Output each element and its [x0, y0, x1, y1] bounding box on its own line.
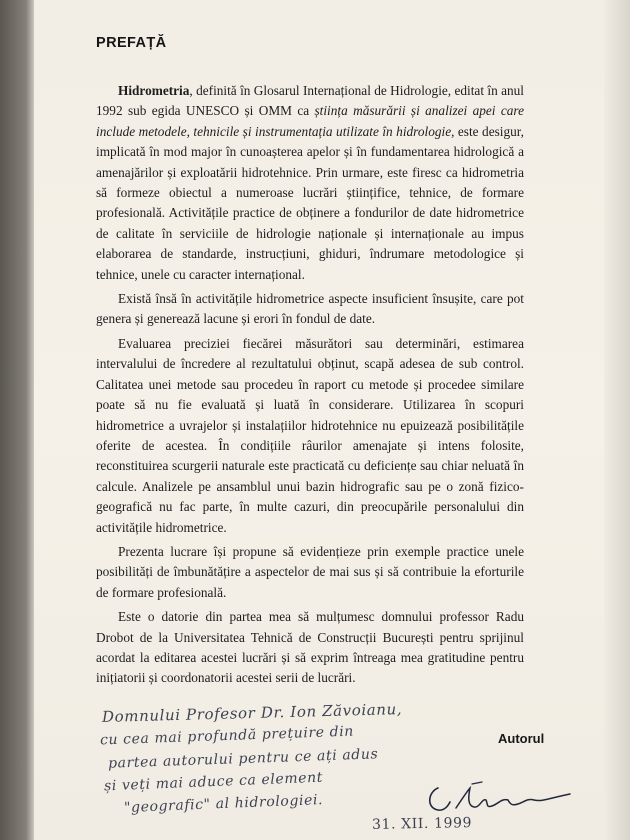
author-label: Autorul	[498, 731, 545, 746]
paragraph-4: Prezenta lucrare își propune să evidențieze prin exemple practice unele posibilități de îmbunătățire a aspectelor de mai sus și să contribuie la eforturile de formare profesională.	[96, 543, 524, 600]
preface-body	[96, 81, 524, 689]
handwritten-date: 31. XII. 1999	[371, 815, 473, 833]
handwritten-dedication-line-3: partea autorului pentru ce ați adus	[107, 746, 379, 772]
handwritten-dedication-line-4: și veți mai aduce ca element	[103, 769, 324, 795]
paragraph-1	[96, 81, 524, 285]
paragraph-2: Există însă în activitățile hidrometrice aspecte insuficient însușite, care pot genera și generează lacune și erori în fondul de date.	[96, 291, 524, 327]
paragraph-1-rest: , este desigur, implicată în mod major în cunoașterea apelor și în fundamentarea hidrologică a amenajărilor și exploatării hidrotehnice. Prin urmare, este firesc ca hidrometria să formeze obiectul a numeroase lucrări științifice, tehnice, de formare profesională. Activitățile practice de obținere a fondurilor de date hidrometrice de calitate în serviciile de hidrologie naționale și internaționale au impus elaborarea de standarde, instrucțiuni, ghiduri, îndrumare metodologice și tehnice, unele cu caracter internațional.	[96, 123, 524, 282]
paragraph-5: Este o datorie din partea mea să mulțumesc domnului professor Radu Drobot de la Universitatea Tehnică de Construcții București pentru sprijinul acordat la editarea acestei lucrări și să exprim întreaga mea gratitudine pentru inițiatorii și coordonatorii acestei serii de lucrări.	[96, 609, 524, 686]
defined-term: Hidrometria	[118, 83, 190, 98]
handwritten-signature	[424, 778, 574, 818]
page-title: PREFAȚĂ	[96, 35, 167, 51]
handwritten-dedication-line-2: cu cea mai profundă prețuire din	[99, 723, 355, 749]
paragraph-1-intro: , definită în Glosarul Internațional de Hidrologie, editat în anul 1992 sub egida UNESCO și OMM ca	[96, 83, 524, 119]
paragraph-3: Evaluarea preciziei fiecărei măsurători sau determinări, estimarea intervalului de încredere al rezultatului obținut, scapă adesea de sub control. Calitatea unei metode sau procedeu în raport cu metode și procedee similare poate să nu fie evaluată și luată în considerare. Utilizarea în scopuri hidrometrice a uvrajelor și instalațiilor hidrotehnice nu epuizează posibilitățile oferite de acestea. În condițiile râurilor amenajate și intens folosite, reconstituirea scurgerii naturale este practicată cu deficiențe sau chiar neluată în calcule. Analizele pe ansamblul unui bazin hidrografic sau pe o zonă fizico-geografică nu fac parte, în multe cazuri, din preocupările personalului din activitățile hidrometrice.	[96, 335, 524, 535]
handwritten-dedication-line-1: Domnului Profesor Dr. Ion Zăvoianu,	[101, 700, 403, 726]
definition-quote: știința măsurării și analizei apei care include metodele, tehnicile și instrumentația utilizate în hidrologie	[96, 103, 524, 139]
handwritten-dedication-line-5: "geografic" al hidrologiei.	[123, 792, 324, 816]
